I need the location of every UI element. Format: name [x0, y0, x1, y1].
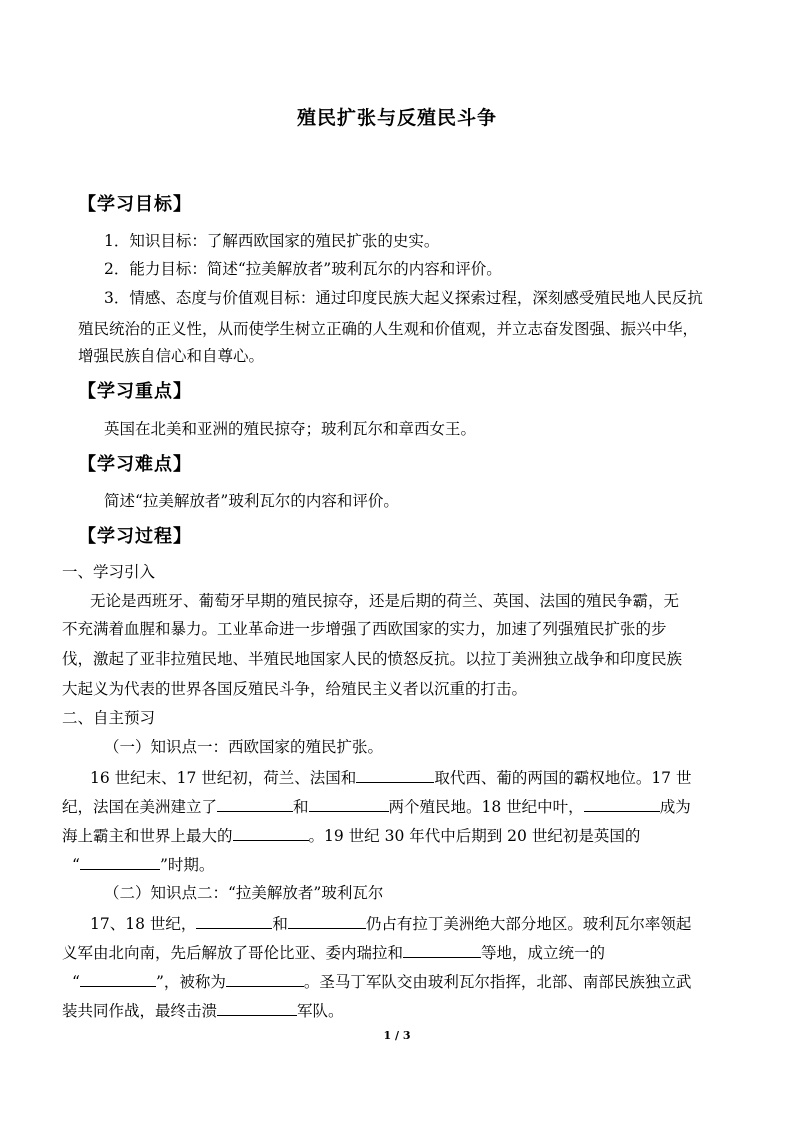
kp2-line-3	[72, 970, 691, 993]
blank-field[interactable]	[233, 824, 309, 841]
kp2-line-4	[62, 999, 344, 1022]
blank-field[interactable]	[356, 766, 434, 783]
kp2-line-3-text-a: “	[72, 973, 80, 991]
kp2-line-1-text-a: 17、18 世纪，	[90, 915, 197, 933]
kp1-line-1-text-a: 16 世纪末、17 世纪初，荷兰、法国和	[90, 769, 357, 787]
kp2-line-4-text-a: 装共同作战，最终击溃	[62, 1002, 218, 1020]
kp1-line-3-text-b: 。19 世纪 30 年代中后期到 20 世纪初是英国的	[308, 827, 641, 845]
kp1-line-2-text-c: 两个殖民地。18 世纪中叶，	[388, 798, 584, 816]
kp2-line-1	[90, 912, 691, 935]
goal-item-3-line-3: 增强民族自信心和自尊心。	[78, 347, 265, 365]
goal-item-3-line-1: 3．情感、态度与价值观目标：通过印度民族大起义探索过程，深刻感受殖民地人民反抗	[104, 289, 703, 307]
kp2-line-4-text-b: 军队。	[297, 1002, 344, 1020]
kp2-line-3-text-c: 。圣马丁军队交由玻利瓦尔指挥，北部、南部民族独立武	[303, 973, 692, 991]
blank-field[interactable]	[80, 970, 156, 987]
page-number: 1 / 3	[383, 1029, 411, 1042]
intro-line-3: 伐，激起了亚非拉殖民地、半殖民地国家人民的愤怒反抗。以拉丁美洲独立战争和印度民族	[62, 650, 683, 668]
key-points-heading: 【学习重点】	[78, 381, 192, 402]
blank-field[interactable]	[217, 999, 297, 1016]
kp1-line-3-text-a: 海上霸主和世界上最大的	[62, 827, 233, 845]
kp1-line-4-text-a: “	[72, 856, 80, 874]
difficulties-text: 简述“拉美解放者”玻利瓦尔的内容和评价。	[104, 492, 399, 510]
kp1-line-4	[72, 853, 214, 876]
knowledge-point-1-heading: （一）知识点一：西欧国家的殖民扩张。	[104, 738, 384, 756]
kp2-line-2-text-b: 等地，成立统一的	[481, 944, 606, 962]
blank-field[interactable]	[196, 912, 272, 929]
kp1-line-3	[62, 824, 640, 847]
blank-field[interactable]	[226, 970, 304, 987]
kp1-line-2-text-b: 和	[293, 798, 309, 816]
kp1-line-2-text-d: 成为	[659, 798, 691, 816]
kp1-line-2-text-a: 纪，法国在美洲建立了	[62, 798, 218, 816]
blank-field[interactable]	[309, 795, 389, 812]
goal-item-3-line-2: 殖民统治的正义性，从而使学生树立正确的人生观和价值观，并立志奋发图强、振兴中华，	[78, 320, 699, 338]
kp1-line-1	[90, 766, 691, 789]
kp2-line-2-text-a: 义军由北向南，先后解放了哥伦比亚、委内瑞拉和	[62, 944, 404, 962]
knowledge-point-2-heading: （二）知识点二：“拉美解放者”玻利瓦尔	[104, 884, 384, 902]
key-points-text: 英国在北美和亚洲的殖民掠夺；玻利瓦尔和章西女王。	[104, 420, 477, 438]
kp2-line-1-text-c: 仍占有拉丁美洲绝大部分地区。玻利瓦尔率领起	[365, 915, 692, 933]
kp2-line-2	[62, 941, 605, 964]
process-heading: 【学习过程】	[78, 526, 192, 547]
goals-heading: 【学习目标】	[78, 194, 192, 215]
blank-field[interactable]	[288, 912, 366, 929]
blank-field[interactable]	[584, 795, 660, 812]
kp1-line-4-text-b: ”时期。	[159, 856, 215, 874]
intro-line-1: 无论是西班牙、葡萄牙早期的殖民掠夺，还是后期的荷兰、英国、法国的殖民争霸，无	[90, 592, 680, 610]
kp2-line-3-text-b: ”，被称为	[155, 973, 226, 991]
intro-line-2: 不充满着血腥和暴力。工业革命进一步增强了西欧国家的实力，加速了列强殖民扩张的步	[62, 620, 667, 638]
kp1-line-1-text-b: 取代西、葡的两国的霸权地位。17 世	[434, 769, 692, 787]
blank-field[interactable]	[217, 795, 293, 812]
difficulties-heading: 【学习难点】	[78, 454, 192, 475]
kp2-line-1-text-b: 和	[272, 915, 288, 933]
preview-heading: 二、自主预习	[62, 709, 156, 727]
blank-field[interactable]	[403, 941, 481, 958]
blank-field[interactable]	[80, 853, 160, 870]
page-title: 殖民扩张与反殖民斗争	[296, 107, 497, 129]
goal-item-2: 2．能力目标：简述“拉美解放者”玻利瓦尔的内容和评价。	[104, 260, 502, 278]
kp1-line-2	[62, 795, 691, 818]
intro-heading: 一、学习引入	[62, 563, 156, 581]
intro-line-4: 大起义为代表的世界各国反殖民斗争，给殖民主义者以沉重的打击。	[62, 680, 528, 698]
goal-item-1: 1．知识目标：了解西欧国家的殖民扩张的史实。	[104, 232, 440, 250]
